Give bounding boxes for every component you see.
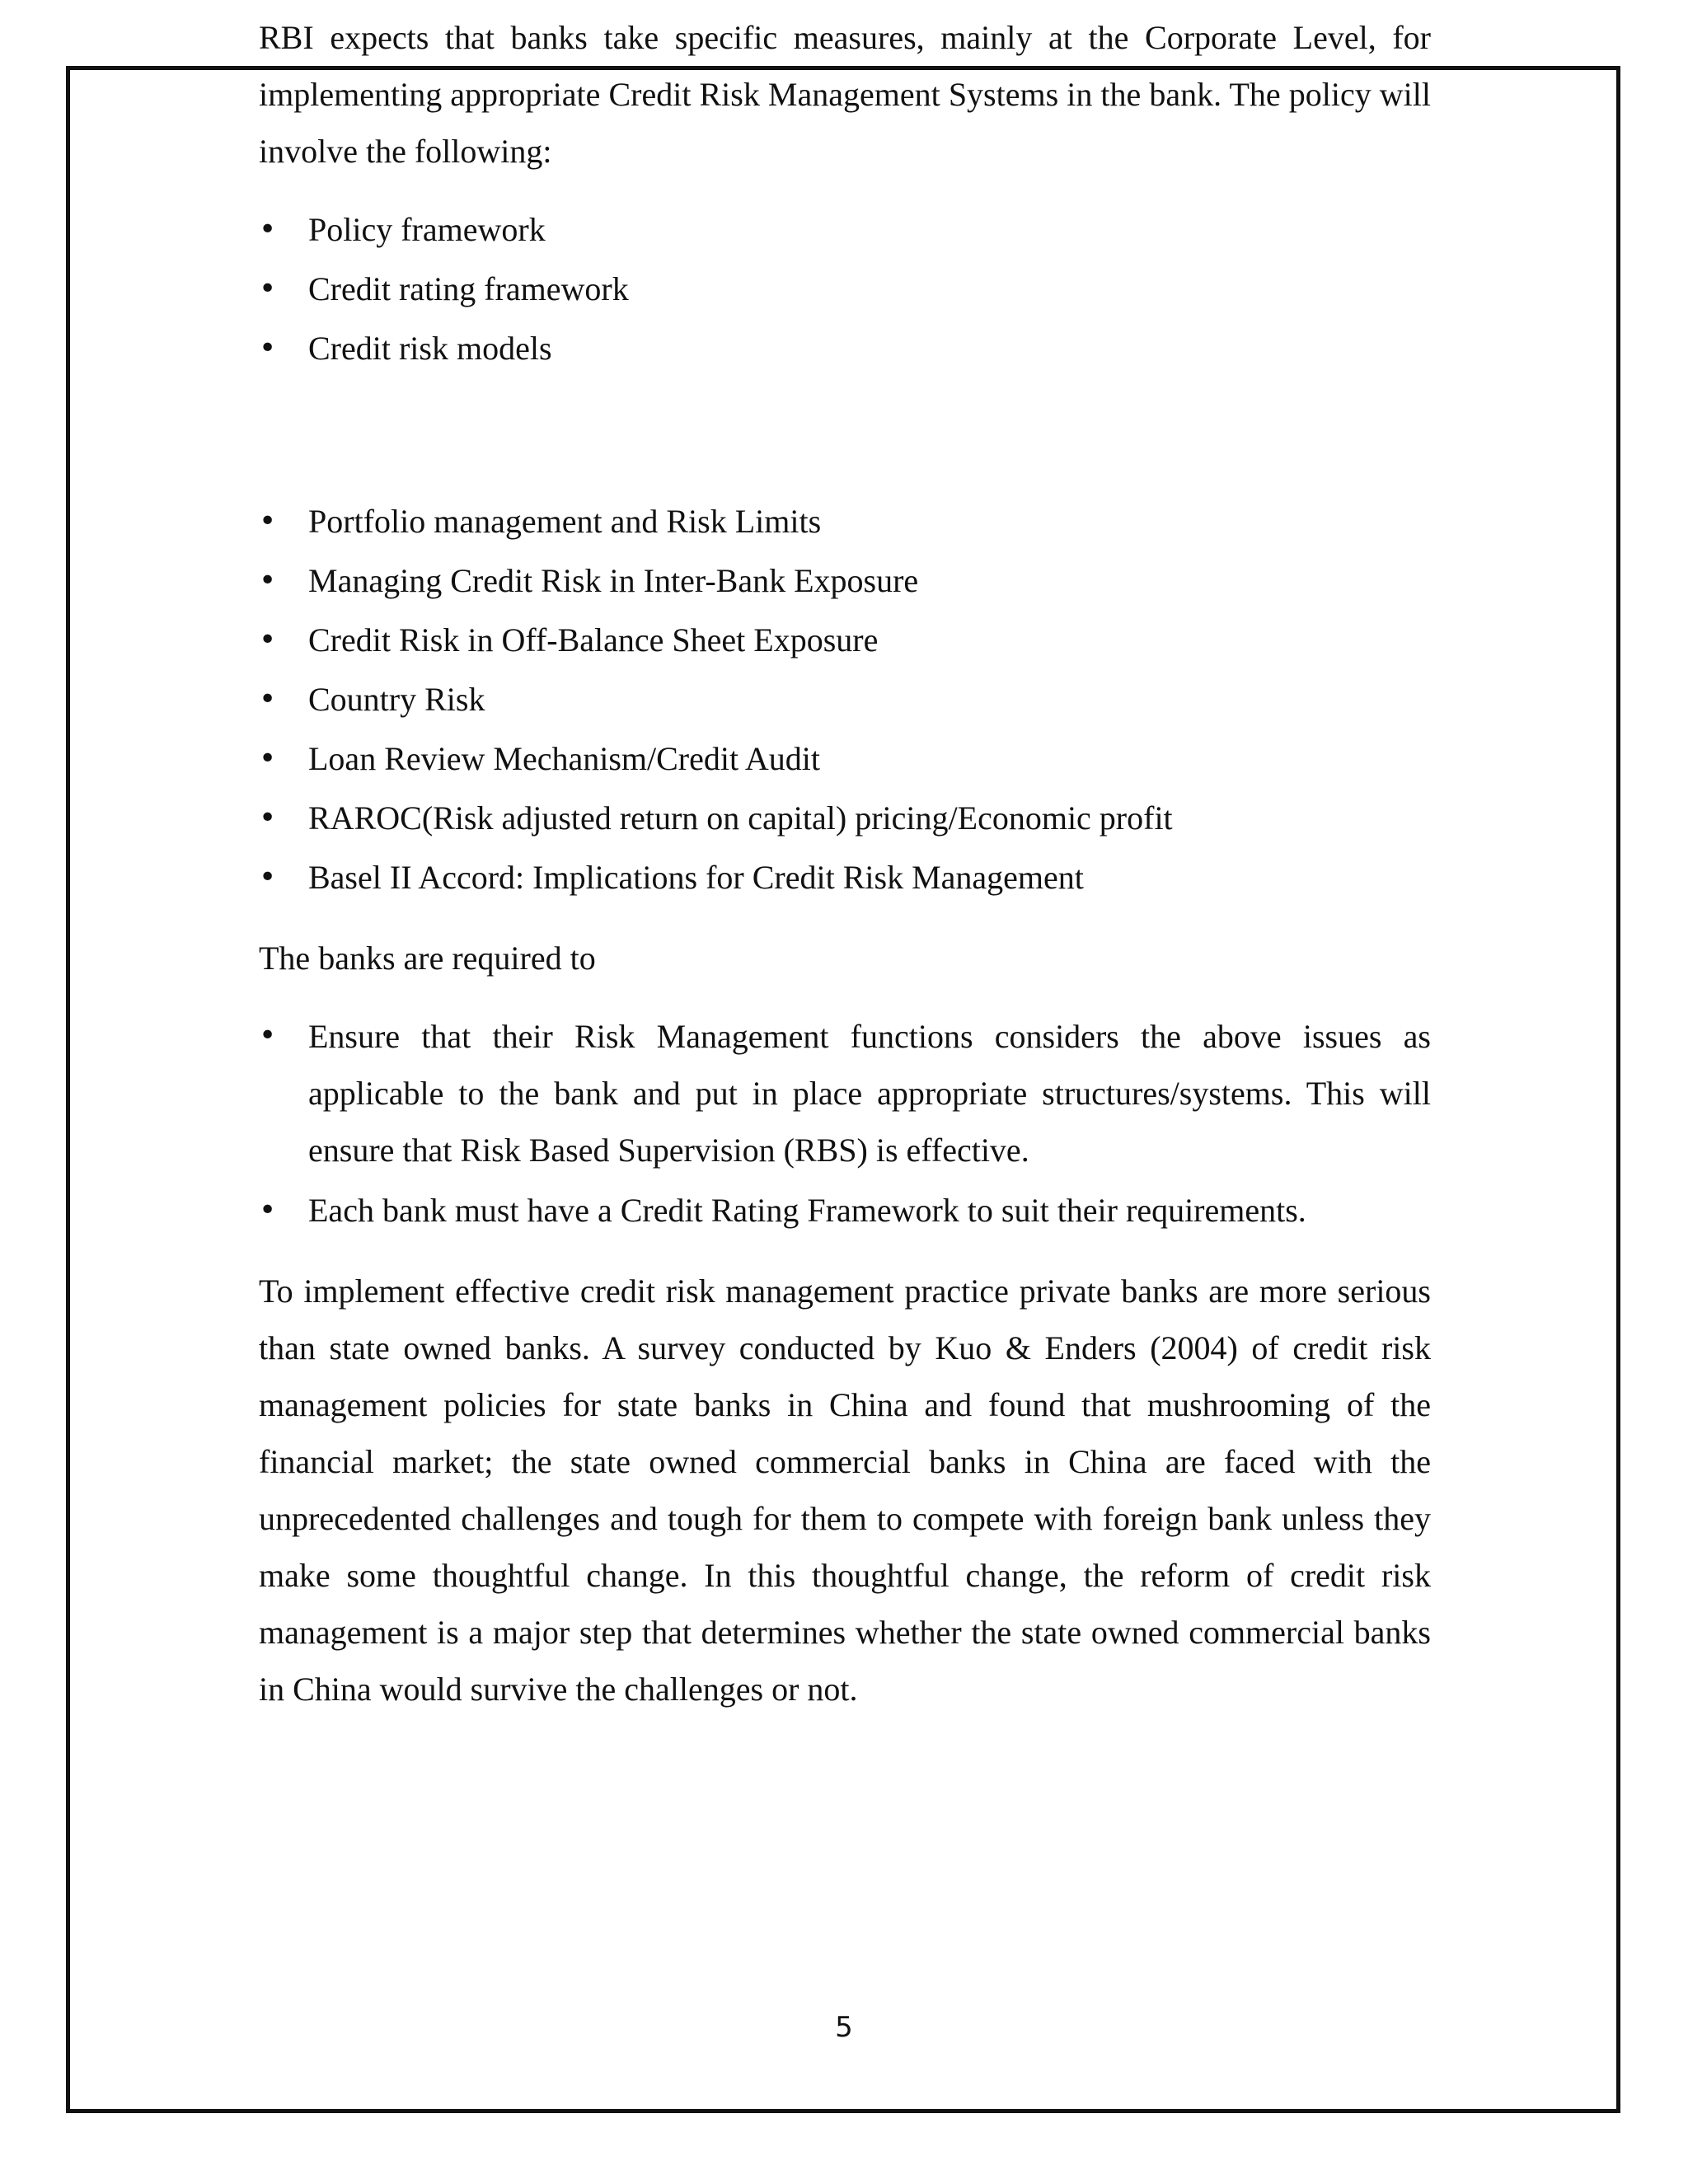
policy-list-part-2 bbox=[259, 492, 1431, 907]
list-item: • Credit Risk in Off-Balance Sheet Exposure bbox=[259, 611, 1431, 670]
closing-paragraph: To implement effective credit risk management practice private banks are more serious than state owned banks. A survey conducted by Kuo & Enders (2004) of credit risk management policies for state banks in China and found that mushrooming of the financial market; the state owned commercial banks in China are faced with the unprecedented challenges and tough for them to compete with foreign bank unless they make some thoughtful change. In this thoughtful change, the reform of credit risk management is a major step that determines whether the state owned commercial banks in China would survive the challenges or not. bbox=[259, 1272, 1431, 1708]
requirements-list bbox=[259, 1007, 1431, 1240]
page-number: 5 bbox=[835, 2011, 853, 2044]
list-item: • Country Risk bbox=[259, 670, 1431, 729]
list-item: • Managing Credit Risk in Inter-Bank Exposure bbox=[259, 551, 1431, 611]
policy-list-part-1 bbox=[259, 200, 1431, 378]
list-item: • Ensure that their Risk Management functions considers the above issues as applicable to the bank and put in place appropriate structures/systems. This will ensure that Risk Based Supervision (RBS) is effective. bbox=[259, 1007, 1431, 1181]
list-item: • RAROC(Risk adjusted return on capital) pricing/Economic profit bbox=[259, 789, 1431, 848]
required-heading: The banks are required to bbox=[259, 940, 596, 977]
list-item: • Each bank must have a Credit Rating Framework to suit their requirements. bbox=[259, 1181, 1431, 1240]
document-body bbox=[259, 0, 1431, 1718]
intro-paragraph: RBI expects that banks take specific measures, mainly at the Corporate Level, for implementing appropriate Credit Risk Management Systems in the bank. The policy will involve the following: bbox=[259, 19, 1431, 170]
list-item: • Loan Review Mechanism/Credit Audit bbox=[259, 729, 1431, 789]
list-item: • Credit rating framework bbox=[259, 260, 1431, 319]
list-item: • Portfolio management and Risk Limits bbox=[259, 492, 1431, 551]
list-item: • Basel II Accord: Implications for Credit Risk Management bbox=[259, 848, 1431, 907]
list-item: • Policy framework bbox=[259, 200, 1431, 260]
list-item: • Credit risk models bbox=[259, 319, 1431, 378]
